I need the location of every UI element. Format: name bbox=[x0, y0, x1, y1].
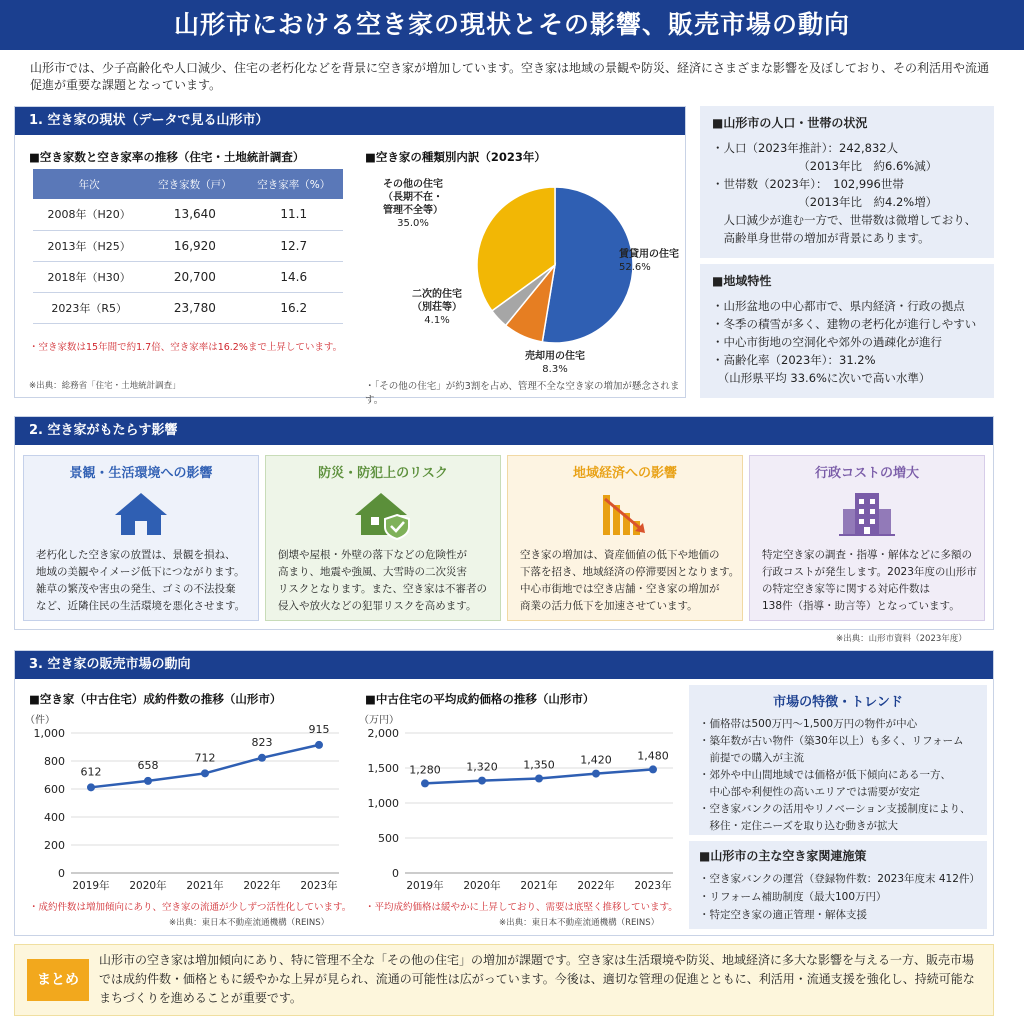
pie-label-line: 管理不全等） bbox=[383, 205, 443, 216]
pie-label-line: 8.3% bbox=[542, 364, 568, 375]
text-line: （2013年比 約4.2%増） bbox=[712, 195, 938, 209]
data-point bbox=[649, 765, 657, 773]
text-line: ・空き家バンクの運営（登録物件数：2023年度末 412件） bbox=[699, 873, 980, 885]
price-chart-title: ■中古住宅の平均成約価格の推移（山形市） bbox=[365, 692, 595, 706]
table-header-cell: 空き家率（%） bbox=[245, 169, 343, 199]
table-cell: 16,920 bbox=[145, 230, 244, 261]
text-line: ・特定空き家の適正管理・解体支援 bbox=[699, 909, 867, 921]
population-title: ■山形市の人口・世帯の状況 bbox=[712, 116, 868, 130]
x-tick-label: 2020年 bbox=[463, 880, 501, 892]
impact-card-body bbox=[750, 541, 984, 615]
y-axis-label: （万円） bbox=[359, 715, 399, 726]
impact-card-title: 景観・生活環境への影響 bbox=[69, 466, 213, 481]
pie-label-line: （長期不在・ bbox=[383, 192, 443, 203]
population-box bbox=[700, 106, 994, 258]
table-note: ・空き家数は15年間で約1.7倍、空き家率は16.2%まで上昇しています。 bbox=[29, 342, 343, 353]
data-label: 712 bbox=[194, 751, 216, 765]
deals-chart-title: ■空き家（中古住宅）成約件数の推移（山形市） bbox=[29, 692, 282, 706]
text-line: 移住・定住ニーズを取り込む動きが拡大 bbox=[699, 820, 898, 832]
pie-label-line: 52.6% bbox=[619, 262, 651, 273]
text-line: ・郊外や中山間地域では価格が低下傾向にある一方、 bbox=[699, 769, 951, 781]
impact-card bbox=[23, 455, 259, 621]
deals-line-chart bbox=[23, 711, 353, 891]
section1-panel bbox=[14, 106, 686, 406]
text-line: ・中心市街地の空洞化や郊外の過疎化が進行 bbox=[712, 335, 942, 349]
y-axis-label: （件） bbox=[25, 715, 55, 726]
data-point bbox=[144, 777, 152, 785]
section3-heading: 3. 空き家の販売市場の動向 bbox=[15, 651, 993, 679]
text-line: 老朽化した空き家の放置は、景観を損ね、 bbox=[36, 549, 236, 561]
text-line: ・人口（2023年推計）：242,832人 bbox=[712, 141, 899, 155]
data-label: 658 bbox=[137, 758, 159, 772]
section1-heading: 1. 空き家の現状（データで見る山形市） bbox=[15, 107, 685, 135]
y-tick-label: 0 bbox=[58, 867, 65, 880]
data-label: 915 bbox=[308, 722, 330, 736]
summary-tag: まとめ bbox=[27, 959, 89, 1001]
y-tick-label: 600 bbox=[44, 783, 65, 796]
data-point bbox=[201, 769, 209, 777]
text-line: ・世帯数（2023年）： 102,996世帯 bbox=[712, 177, 904, 191]
x-tick-label: 2019年 bbox=[72, 880, 110, 892]
text-line: ・築年数が古い物件（築30年以上）も多く、リフォーム bbox=[699, 735, 964, 747]
policy-box bbox=[689, 841, 987, 929]
house-icon bbox=[24, 489, 258, 541]
policy-title: ■山形市の主な空き家関連施策 bbox=[699, 849, 867, 863]
text-line: 中心市街地では空き店舗・空き家の増加が bbox=[520, 583, 720, 595]
data-point bbox=[87, 783, 95, 791]
table-cell: 16.2 bbox=[245, 292, 343, 323]
impact-card-title: 地域経済への影響 bbox=[572, 466, 677, 481]
table-row bbox=[33, 199, 343, 230]
deals-source: ※出典：東日本不動産流通機構（REINS） bbox=[169, 918, 330, 928]
y-tick-label: 400 bbox=[44, 811, 65, 824]
y-tick-label: 2,000 bbox=[367, 727, 399, 740]
building-icon bbox=[750, 489, 984, 541]
text-line: 侵入や放火などの犯罪リスクを高めます。 bbox=[278, 600, 477, 612]
text-line: 地域の美観やイメージ低下につながります。 bbox=[36, 566, 245, 578]
text-line: （山形県平均 33.6%に次いで高い水準） bbox=[712, 371, 931, 385]
region-title: ■地域特性 bbox=[712, 274, 772, 288]
impact-card bbox=[507, 455, 743, 621]
summary-box bbox=[14, 944, 994, 1016]
impact-card-body bbox=[266, 541, 500, 615]
text-line: ・冬季の積雪が多く、建物の老朽化が進行しやすい bbox=[712, 317, 977, 331]
text-line: ・山形盆地の中心都市で、県内経済・行政の拠点 bbox=[712, 299, 965, 313]
table-row bbox=[33, 292, 343, 323]
data-label: 1,480 bbox=[637, 749, 669, 763]
table-header-cell: 年次 bbox=[33, 169, 145, 199]
price-source: ※出典：東日本不動産流通機構（REINS） bbox=[499, 918, 660, 928]
x-tick-label: 2020年 bbox=[129, 880, 167, 892]
text-line: ・高齢化率（2023年）：31.2% bbox=[712, 353, 876, 367]
data-point bbox=[258, 754, 266, 762]
text-line: 人口減少が進む一方で、世帯数は微増しており、 bbox=[712, 213, 977, 227]
trend-title: 市場の特徴・トレンド bbox=[773, 695, 903, 710]
pie-label-line: その他の住宅 bbox=[383, 179, 443, 190]
pie-label bbox=[525, 349, 585, 375]
table-source: ※出典：総務省「住宅・土地統計調査」 bbox=[29, 381, 181, 391]
pie-label-line: 売却用の住宅 bbox=[525, 351, 585, 362]
table-header-cell: 空き家数（戸） bbox=[145, 169, 244, 199]
data-point bbox=[592, 770, 600, 778]
table-cell: 14.6 bbox=[245, 261, 343, 292]
text-line: 特定空き家の調査・指導・解体などに多額の bbox=[762, 549, 972, 561]
price-line-chart bbox=[357, 711, 687, 891]
pie-label-line: 二次的住宅 bbox=[412, 289, 462, 300]
y-tick-label: 0 bbox=[392, 867, 399, 880]
table-cell: 2008年（H20） bbox=[33, 199, 145, 230]
y-tick-label: 800 bbox=[44, 755, 65, 768]
x-tick-label: 2023年 bbox=[634, 880, 672, 892]
text-line: の特定空き家等に関する対応件数は bbox=[762, 583, 930, 595]
data-label: 1,350 bbox=[523, 758, 555, 772]
y-tick-label: 1,000 bbox=[367, 797, 399, 810]
table-cell: 2018年（H30） bbox=[33, 261, 145, 292]
impact-card bbox=[749, 455, 985, 621]
pie-label-line: 35.0% bbox=[397, 218, 429, 229]
y-tick-label: 1,500 bbox=[367, 762, 399, 775]
text-line: 倒壊や屋根・外壁の落下などの危険性が bbox=[278, 549, 467, 561]
text-line: ・価格帯は500万円～1,500万円の物件が中心 bbox=[699, 718, 918, 730]
table-cell: 13,640 bbox=[145, 199, 244, 230]
section2-panel bbox=[14, 416, 994, 630]
text-line: 下落を招き、地域経済の停滞要因となります。 bbox=[520, 566, 740, 578]
text-line: （2013年比 約6.6%減） bbox=[712, 159, 938, 173]
x-tick-label: 2023年 bbox=[300, 880, 338, 892]
text-line: 前提での購入が主流 bbox=[699, 752, 804, 764]
table-title: ■空き家数と空き家率の推移（住宅・土地統計調査） bbox=[29, 150, 305, 164]
pie-label-line: （別荘等） bbox=[412, 302, 462, 313]
data-label: 612 bbox=[80, 765, 102, 779]
vacancy-table bbox=[33, 169, 343, 324]
impact-card bbox=[265, 455, 501, 621]
table-cell: 11.1 bbox=[245, 199, 343, 230]
impact-card-title: 行政コストの増大 bbox=[814, 466, 919, 481]
data-point bbox=[315, 741, 323, 749]
declining-chart-icon bbox=[508, 489, 742, 541]
text-line: ・リフォーム補助制度（最大100万円） bbox=[699, 891, 887, 903]
y-tick-label: 200 bbox=[44, 839, 65, 852]
x-tick-label: 2021年 bbox=[186, 880, 224, 892]
table-cell: 12.7 bbox=[245, 230, 343, 261]
pie-label bbox=[412, 287, 462, 326]
pie-title: ■空き家の種類別内訳（2023年） bbox=[365, 150, 546, 164]
text-line: 138件（指導・助言等）となっています。 bbox=[762, 600, 960, 612]
text-line: 高齢単身世帯の増加が背景にあります。 bbox=[712, 231, 930, 245]
data-point bbox=[421, 779, 429, 787]
pie-label-line: 4.1% bbox=[424, 315, 450, 326]
house-shield-icon bbox=[266, 489, 500, 541]
text-line: 中心部や利便性の高いエリアでは需要が安定 bbox=[699, 786, 920, 798]
table-row bbox=[33, 261, 343, 292]
data-point bbox=[535, 775, 543, 783]
x-tick-label: 2021年 bbox=[520, 880, 558, 892]
pie-note: ・「その他の住宅」が約3割を占め、管理不全な空き家の増加が懸念されます。 bbox=[365, 381, 680, 406]
impact-card-body bbox=[24, 541, 258, 615]
table-row bbox=[33, 230, 343, 261]
deals-note: ・成約件数は増加傾向にあり、空き家の流通が少しずつ活性化しています。 bbox=[29, 902, 352, 913]
text-line: など、近隣住民の生活環境を悪化させます。 bbox=[36, 600, 246, 612]
data-label: 1,280 bbox=[409, 763, 441, 777]
table-cell: 2023年（R5） bbox=[33, 292, 145, 323]
text-line: 高まり、地震や強風、大雪時の二次災害 bbox=[278, 566, 467, 578]
data-label: 1,420 bbox=[580, 753, 612, 767]
text-line: リスクとなります。また、空き家は不審者の bbox=[278, 583, 487, 595]
impact-card-body bbox=[508, 541, 742, 615]
summary-text: 山形市の空き家は増加傾向にあり、特に管理不全な「その他の住宅」の増加が課題です。空き家は生活環境や防災、地域経済に多大な影響を与える一方、販売市場では成約件数・価格ともに緩やかな上昇が見られ、流通の可能性は広がっています。今後は、適切な管理の促進とともに、利活用・流通支援を強化し、持続可能なまちづくりを進めることが重要です。 bbox=[99, 953, 975, 1005]
data-label: 1,320 bbox=[466, 760, 498, 774]
data-label: 823 bbox=[251, 735, 273, 749]
text-line: ・空き家バンクの活用やリノベーション支援制度により、 bbox=[699, 803, 971, 815]
table-cell: 2013年（H25） bbox=[33, 230, 145, 261]
pie-label-line: 賃貸用の住宅 bbox=[619, 249, 679, 260]
text-line: 空き家の増加は、資産価値の低下や地価の bbox=[520, 549, 720, 561]
region-box bbox=[700, 264, 994, 398]
data-point bbox=[478, 777, 486, 785]
trend-box bbox=[689, 685, 987, 835]
price-note: ・平均成約価格は緩やかに上昇しており、需要は底堅く推移しています。 bbox=[365, 902, 678, 913]
x-tick-label: 2022年 bbox=[577, 880, 615, 892]
section3-panel bbox=[14, 650, 994, 936]
impact-card-title: 防災・防犯上のリスク bbox=[318, 466, 448, 481]
text-line: 行政コストが発生します。2023年度の山形市 bbox=[762, 566, 977, 578]
page-title: 山形市における空き家の現状とその影響、販売市場の動向 bbox=[0, 0, 1024, 50]
section2-source: ※出典：山形市資料（2023年度） bbox=[836, 634, 967, 644]
pie-chart bbox=[365, 165, 683, 375]
table-cell: 20,700 bbox=[145, 261, 244, 292]
y-tick-label: 500 bbox=[378, 832, 399, 845]
pie-label bbox=[383, 177, 443, 229]
x-tick-label: 2019年 bbox=[406, 880, 444, 892]
y-tick-label: 1,000 bbox=[33, 727, 65, 740]
text-line: 商業の活力低下を加速させています。 bbox=[520, 600, 698, 612]
intro-text: 山形市では、少子高齢化や人口減少、住宅の老朽化などを背景に空き家が増加しています。空き家は地域の景観や防災、経済にさまざまな影響を及ぼしており、その利活用や流通促進が重要な課題となっています。 bbox=[30, 61, 990, 92]
table-cell: 23,780 bbox=[145, 292, 244, 323]
section2-heading: 2. 空き家がもたらす影響 bbox=[15, 417, 993, 445]
x-tick-label: 2022年 bbox=[243, 880, 281, 892]
text-line: 雑草の繁茂や害虫の発生、ゴミの不法投棄 bbox=[36, 583, 236, 595]
